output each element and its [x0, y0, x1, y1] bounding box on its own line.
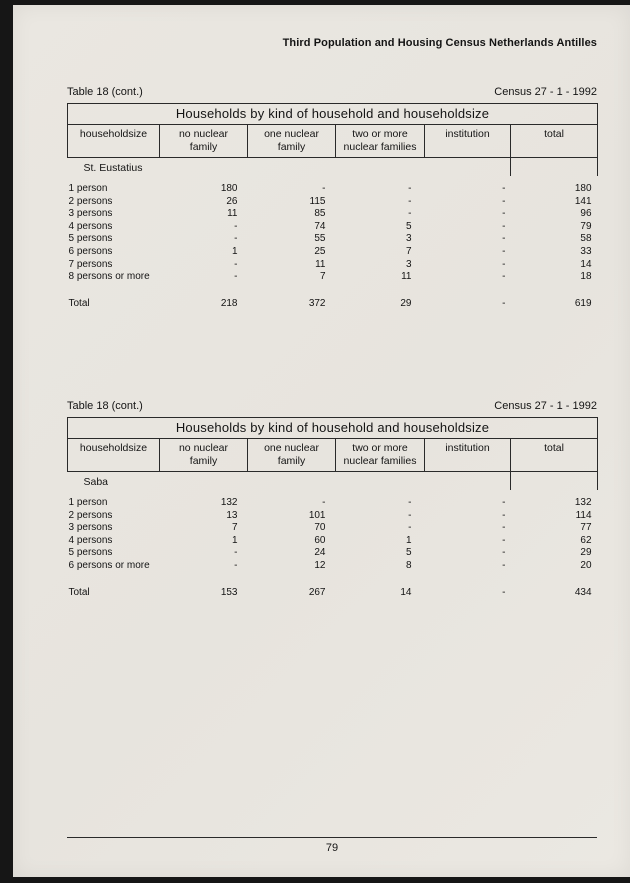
value-cell: -: [234, 220, 238, 232]
column-header-row: [68, 439, 598, 472]
table-row: [68, 521, 598, 534]
value-cell: 11: [227, 208, 238, 220]
value-cell: 1: [405, 534, 412, 546]
value-cell: -: [502, 509, 506, 521]
col-header-householdsize: householdsize: [68, 125, 160, 158]
value-cell: 74: [314, 220, 326, 232]
value-cell: -: [234, 233, 238, 245]
households-table-saba: [67, 417, 598, 598]
row-label: 6 persons or more: [68, 560, 150, 572]
value-cell: 7: [405, 246, 412, 258]
value-cell: 8: [405, 560, 412, 572]
value-cell: 132: [574, 497, 592, 509]
value-cell: -: [502, 246, 506, 258]
total-column-extension: [511, 472, 598, 490]
col-header-no-nuclear-family: no nuclear family: [160, 439, 248, 472]
row-label: 4 persons: [68, 220, 113, 232]
row-label: 5 persons: [68, 547, 113, 559]
total-row: [68, 583, 598, 598]
scanned-page: [13, 5, 630, 877]
value-cell: -: [234, 258, 238, 270]
total-value-cell: 619: [574, 298, 592, 310]
row-label: 2 persons: [68, 509, 113, 521]
value-cell: 12: [314, 560, 326, 572]
value-cell: 96: [580, 208, 592, 220]
total-value-cell: 153: [220, 587, 238, 599]
row-label: 4 persons: [68, 534, 113, 546]
col-header-institution: institution: [425, 439, 511, 472]
value-cell: -: [502, 220, 506, 232]
value-cell: 55: [314, 233, 326, 245]
section-label: Saba: [83, 476, 109, 488]
table-title-row: [68, 418, 598, 439]
row-label: 1 person: [68, 497, 108, 509]
col-header-two-or-more: two or more nuclear families: [336, 439, 425, 472]
value-cell: -: [322, 497, 326, 509]
value-cell: 7: [231, 522, 238, 534]
value-cell: -: [502, 183, 506, 195]
table-row: [68, 207, 598, 220]
spacer-cell: [68, 571, 598, 583]
value-cell: 20: [580, 560, 592, 572]
total-value-cell: -: [502, 587, 506, 599]
value-cell: 70: [314, 522, 326, 534]
table-row: [68, 257, 598, 270]
value-cell: 79: [580, 220, 592, 232]
table-caption-row: [67, 400, 597, 414]
table-label: Table 18 (cont.): [67, 400, 143, 412]
total-value-cell: -: [502, 298, 506, 310]
value-cell: 1: [231, 534, 238, 546]
table-row: [68, 194, 598, 207]
table-row: [68, 244, 598, 257]
total-label: Total: [68, 587, 90, 599]
value-cell: -: [502, 233, 506, 245]
row-label: 8 persons or more: [68, 271, 150, 283]
value-cell: -: [322, 183, 326, 195]
value-cell: 11: [401, 271, 412, 283]
page-number: 79: [325, 842, 339, 854]
value-cell: 77: [580, 522, 592, 534]
section-row: [68, 158, 598, 176]
value-cell: 33: [580, 246, 592, 258]
value-cell: -: [408, 522, 412, 534]
table-row: [68, 558, 598, 571]
value-cell: 13: [226, 509, 238, 521]
value-cell: 180: [220, 183, 238, 195]
col-header-total: total: [511, 439, 598, 472]
value-cell: -: [408, 183, 412, 195]
table-row: [68, 219, 598, 232]
total-value-cell: 14: [400, 587, 412, 599]
col-header-two-or-more: two or more nuclear families: [336, 125, 425, 158]
value-cell: 101: [308, 509, 326, 521]
value-cell: 11: [315, 258, 326, 270]
col-header-no-nuclear-family: no nuclear family: [160, 125, 248, 158]
value-cell: -: [502, 522, 506, 534]
value-cell: -: [408, 509, 412, 521]
value-cell: 180: [574, 183, 592, 195]
value-cell: -: [502, 195, 506, 207]
table-block-st-eustatius: [67, 86, 597, 309]
table-row: [68, 496, 598, 509]
table-title-row: [68, 104, 598, 125]
value-cell: 62: [580, 534, 592, 546]
table-row: [68, 508, 598, 521]
document-header: Third Population and Housing Census Netherlands Antilles: [282, 37, 597, 49]
table-body: [68, 158, 598, 310]
value-cell: 60: [314, 534, 326, 546]
col-header-householdsize: householdsize: [68, 439, 160, 472]
table-label: Table 18 (cont.): [67, 86, 143, 98]
value-cell: 115: [309, 195, 326, 207]
value-cell: -: [408, 208, 412, 220]
total-value-cell: 267: [308, 587, 326, 599]
value-cell: 141: [574, 195, 592, 207]
table-caption-row: [67, 86, 597, 100]
value-cell: 3: [405, 258, 412, 270]
column-header-row: [68, 125, 598, 158]
col-header-one-nuclear-family: one nuclear family: [248, 439, 336, 472]
value-cell: -: [502, 271, 506, 283]
table-row: [68, 546, 598, 559]
table-row: [68, 533, 598, 546]
value-cell: 132: [220, 497, 238, 509]
value-cell: -: [408, 497, 412, 509]
total-value-cell: 372: [308, 298, 326, 310]
table-row: [68, 232, 598, 245]
total-value-cell: 434: [574, 587, 592, 599]
value-cell: -: [502, 497, 506, 509]
value-cell: -: [502, 208, 506, 220]
spacer-row: [68, 282, 598, 294]
value-cell: 3: [405, 233, 412, 245]
total-value-cell: 29: [400, 298, 412, 310]
value-cell: 5: [405, 547, 412, 559]
table-title: Households by kind of household and householdsize: [68, 418, 598, 439]
value-cell: -: [502, 258, 506, 270]
row-label: 2 persons: [68, 195, 113, 207]
value-cell: 58: [580, 233, 592, 245]
row-label: 7 persons: [68, 258, 113, 270]
value-cell: 1: [231, 246, 238, 258]
value-cell: 85: [314, 208, 326, 220]
spacer-cell: [68, 282, 598, 294]
table-row: [68, 182, 598, 195]
spacer-row: [68, 571, 598, 583]
total-column-extension: [511, 158, 598, 176]
value-cell: 5: [405, 220, 412, 232]
table-block-saba: [67, 400, 597, 598]
row-label: 3 persons: [68, 208, 113, 220]
table-body: [68, 472, 598, 599]
households-table-st-eustatius: [67, 103, 598, 309]
value-cell: 24: [314, 547, 326, 559]
total-label: Total: [68, 298, 90, 310]
value-cell: -: [502, 534, 506, 546]
value-cell: -: [502, 547, 506, 559]
value-cell: 14: [580, 258, 592, 270]
census-date-label: Census 27 - 1 - 1992: [494, 400, 597, 412]
table-head: [68, 104, 598, 158]
value-cell: 114: [575, 509, 592, 521]
row-label: 1 person: [68, 183, 108, 195]
value-cell: -: [234, 271, 238, 283]
col-header-total: total: [511, 125, 598, 158]
value-cell: -: [408, 195, 412, 207]
total-row: [68, 294, 598, 309]
row-label: 6 persons: [68, 246, 113, 258]
row-label: 5 persons: [68, 233, 113, 245]
total-value-cell: 218: [220, 298, 238, 310]
section-row: [68, 472, 598, 490]
table-title: Households by kind of household and householdsize: [68, 104, 598, 125]
section-label: St. Eustatius: [83, 162, 143, 174]
col-header-institution: institution: [425, 125, 511, 158]
value-cell: 7: [319, 271, 326, 283]
col-header-one-nuclear-family: one nuclear family: [248, 125, 336, 158]
value-cell: 18: [580, 271, 592, 283]
table-row: [68, 270, 598, 283]
value-cell: -: [502, 560, 506, 572]
value-cell: 26: [226, 195, 238, 207]
value-cell: -: [234, 547, 238, 559]
footer-rule: [67, 837, 597, 838]
value-cell: 29: [580, 547, 592, 559]
value-cell: 25: [314, 246, 326, 258]
table-head: [68, 418, 598, 472]
census-date-label: Census 27 - 1 - 1992: [494, 86, 597, 98]
row-label: 3 persons: [68, 522, 113, 534]
value-cell: -: [234, 560, 238, 572]
